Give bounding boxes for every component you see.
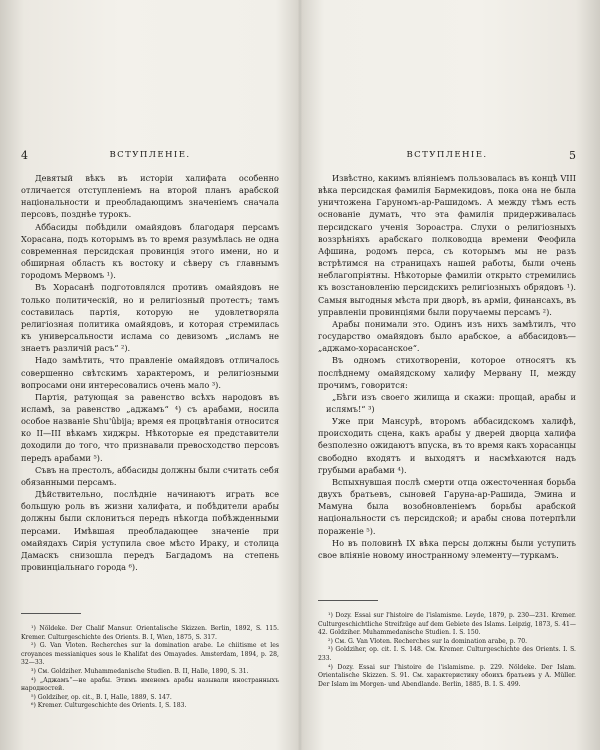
footnote: ⁵) Goldziher, op. cit., B. I, Halle, 1889, S. 147. (31, 693, 172, 701)
right-page-body (318, 172, 576, 561)
paragraph: Арабы понимали это. Одинъ изъ нихъ замѣтилъ, что государство омайядовъ было арабское, а аббасидовъ—„аджамо-хорасанское“. (318, 318, 576, 354)
right-page-number: 5 (569, 149, 576, 162)
right-page (318, 149, 576, 688)
paragraph: Аббасиды побѣдили омайядовъ благодаря персамъ Хорасана, подъ которымъ въ то время разумѣлась не одна современная персидская провинцiя этого имени, но и обширная область къ востоку и сѣверу съ главнымъ городомъ Мервомъ ¹). (21, 221, 279, 281)
paragraph: Вспыхнувшая послѣ смерти отца ожесточенная борьба двухъ братьевъ, сыновей Гаруна-ар-Рашида, Эмина и Мамуна была возобновленiемъ борьбы арабской нацiональности съ персидской; и арабы снова потерпѣли пораженiе ⁵). (318, 476, 576, 536)
footnote-rule (318, 600, 378, 601)
right-running-head: ВСТУПЛЕНIЕ. (406, 150, 488, 160)
verse-quote: „Бѣги изъ своего жилища и скажи: прощай, арабы и ислямъ!“ ³) (326, 391, 576, 414)
left-running-head: ВСТУПЛЕНIЕ. (109, 150, 191, 160)
paragraph: Партiя, ратующая за равенство всѣхъ народовъ въ исламѣ, за равенство „аджамъ“ ⁴) съ арабами, носила особое названiе Shu'ûbija; время ея процвѣтанiя относится ко II—III вѣкамъ хиджры. Нѣкоторые ея представители доходили до того, что признавали превосходство персовъ передъ арабами ⁵). (21, 391, 279, 463)
paragraph: Въ одномъ стихотворенiи, которое относятъ къ послѣднему омайядскому халифу Мервану II, между прочимъ, говорится: (318, 355, 576, 390)
paragraph: Въ Хорасанѣ подготовлялся противъ омайядовъ не только политическiй, но и религiозный протестъ; тамъ составилась партiя, которую не удовлетворяла религiозная политика омайядовъ, и которая стремилась къ универсальности ислама со девизомъ „исламъ не знаетъ различiй расъ“ ²). (21, 282, 279, 354)
footnote: ³) Cм. Goldziher. Muhammedanische Studien. B. II, Halle, 1890, S. 31. (31, 667, 249, 675)
paragraph: Уже при Мансурѣ, второмъ аббасидскомъ халифѣ, происходить сцена, какъ арабы у дверей дворца халифа безполезно ожидаютъ впуска, въ то время какъ хорасанцы свободно входятъ и выходятъ и насмѣхаются надъ грубыми арабами ⁴). (318, 416, 576, 475)
right-footnotes (318, 600, 576, 689)
left-page-body (21, 172, 279, 573)
left-page-number: 4 (21, 149, 28, 162)
footnote: ⁶) Kremer. Culturgeschichte des Orients. I, S. 183. (31, 702, 187, 710)
footnote: ¹) Dozy. Essai sur l'histoire de l'islamisme. Leyde, 1879, p. 230—231. Kremer. Culturgeschichtliche Streifzüge auf dem Gebiete des Islams. Leipzig, 1873, S. 41—42. Goldziher. Muhammedanische Studien. I. S. 150. (318, 612, 576, 637)
paragraph: Съвъ на престолъ, аббасиды должны были считать себя обязанными персамъ. (21, 464, 279, 487)
paragraph: Извѣстно, какимъ влiянiемъ пользовалась въ концѣ VIII вѣка персидская фамилiя Бармекидовъ, пока она не была уничтожена Гаруномъ-ар-Рашидомъ. А между тѣмъ есть основанiе думать, что эта фамилiя придерживалась персидскаго ученiя Зороастра. Слухи о религiозныхъ воззрѣнiяхъ арабскаго полководца времени Феофила Афшина, родомъ перса, съ которымъ мы не разъ встрѣтимся на страницахъ нашей работы, были очень неблагопрiятны. Нѣкоторые фамилiи открыто стремились къ возстановленiю персидскихъ религiозныхъ обрядовъ ¹). Самыя выгодныя мѣста при дворѣ, въ армiи, финансахъ, въ управленiи провинцiями были поручаемы персамъ ²). (318, 173, 576, 317)
left-page-header (21, 150, 279, 164)
footnote: ²) G. Van Vloten. Recherches sur la domination arabe. Le chiitisme et les croyances messianiques sous le Khalifat des Omayades. Amsterdam, 1894, p. 28, 32—33. (21, 642, 279, 667)
footnote: ³) Goldziher, op. cit. I. S. 148. Cм. Kremer. Culturgeschichte des Orients. I. S. 233. (318, 646, 576, 662)
right-page-header (318, 150, 576, 164)
paragraph: Но въ половинѣ IX вѣка персы должны были уступить свое влiянiе новому иностранному элементу—туркамъ. (318, 537, 576, 560)
footnote: ⁴) Dozy. Essai sur l'histoire de l'islamisme. p. 229. Nöldeke. Der Islam. Orientalische Skizzen. S. 91. См. характеристику обоихъ братьевъ у A. Müller. Der Islam im Morgen- und Abendlande. Berlin, 1885, B. I. S. 499. (318, 663, 576, 688)
footnote: ⁴) „Аджамъ“—не арабы. Этимъ именемъ арабы называли иностранныхъ народностей. (21, 676, 279, 693)
footnote: ²) Cм. G. Van Vloten. Recherches sur la domination arabe, p. 70. (328, 637, 528, 645)
footnote: ¹) Nöldeke. Der Chalif Mansur. Orientalische Skizzen. Berlin, 1892, S. 115. Kremer. Culturgeschichte des Orients. B. I, Wien, 1875, S. 317. (21, 625, 279, 641)
paragraph: Надо замѣтить, что правленiе омайядовъ отличалось совершенно свѣтскимъ характеромъ, и религiозными вопросами они интересовались очень мало ³). (21, 355, 279, 390)
left-footnotes (21, 613, 279, 711)
left-page (21, 149, 279, 710)
footnote-rule (21, 613, 81, 614)
paragraph: Дѣйствительно, послѣднiе начинаютъ играть все большую роль въ жизни халифата, и побѣдители арабы должны были склониться передъ нѣкогда побѣжденными персами. Имѣвшая преобладающее значенiе при омайядахъ Сирiя уступила свое мѣсто Ираку, и столица Дамаскъ снизошла передъ Багдадомъ на степень провинцiальнаго города ⁶). (21, 489, 279, 572)
paragraph: Девятый вѣкъ въ исторiи халифата особенно отличается отступленiемъ на второй планъ арабской нацiональности и преобладающимъ значенiемъ сначала персовъ, позднѣе турокъ. (21, 173, 279, 220)
